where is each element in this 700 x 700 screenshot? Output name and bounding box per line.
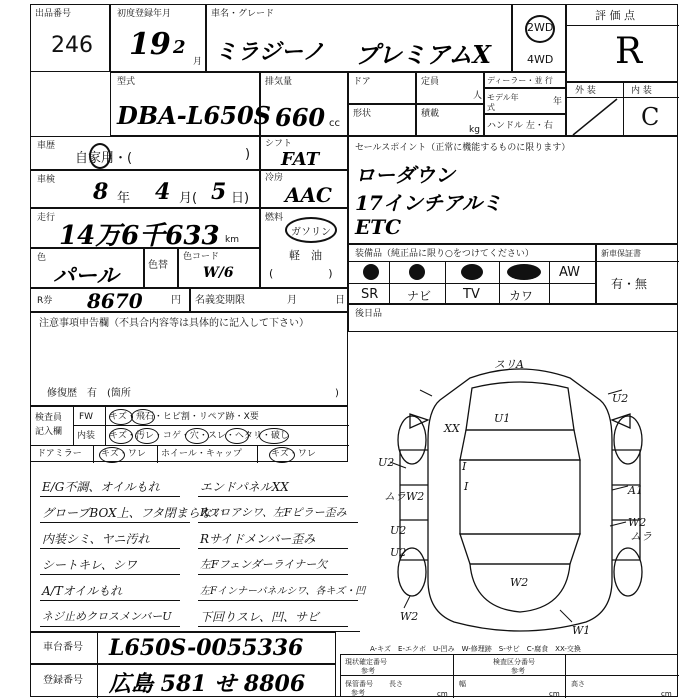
score-cell <box>566 4 678 82</box>
history-close-paren: ) <box>245 147 251 162</box>
mark-u2-top: U2 <box>612 392 629 405</box>
history-value: 自家用・( <box>75 151 133 166</box>
sales-point-3: ETC <box>355 215 402 239</box>
capacity-cell <box>416 72 484 104</box>
exterior-slash <box>567 97 623 137</box>
equip-navi: ナビ <box>407 289 432 303</box>
equip-circle-1 <box>363 264 379 280</box>
lot-number-label: 出品番号 <box>35 9 72 19</box>
chassis-label: 車台番号 <box>43 642 83 653</box>
checker-label-2: 記入欄 <box>35 427 63 437</box>
interior-label: 内 装 <box>631 86 652 96</box>
fuel-diesel: 軽 油 <box>289 249 322 262</box>
int-circle-2 <box>135 428 159 444</box>
name-change-label: 名義変期限 <box>195 295 245 306</box>
recycle-value: 8670 <box>87 289 143 313</box>
sales-point-1: ローダウン <box>355 163 455 187</box>
mark-w1: W1 <box>572 624 591 637</box>
fuel-paren: ( ) <box>269 267 333 280</box>
inspection-day-unit: 日) <box>231 191 250 206</box>
note-left-2: グローブBOX上、フタ閉まらない <box>42 506 224 520</box>
mark-i-2: I <box>464 480 469 493</box>
mark-u2-left-3: U2 <box>390 546 407 559</box>
history-cell <box>30 136 260 170</box>
registration-month-unit: 月 <box>193 57 203 67</box>
mark-u1: U1 <box>494 412 511 425</box>
inspection-day: 5 <box>211 179 227 205</box>
note-right-2: Rフロアシワ、左Fピラー歪み <box>200 506 347 519</box>
mark-mura-right: ムラ <box>630 530 652 543</box>
dm-circle <box>99 447 125 463</box>
repair-history-label: 修復歴 有 (箇所 <box>47 388 131 399</box>
history-label: 車歴 <box>37 141 56 151</box>
color-change-label: 色替 <box>148 260 168 271</box>
plate-value: 広島 581 せ 8806 <box>109 671 306 697</box>
car-grade: プレミアムX <box>355 40 491 69</box>
name-change-day: 日 <box>335 295 345 306</box>
mileage-unit: km <box>225 235 239 245</box>
score-label: 評 価 点 <box>595 9 635 22</box>
recycle-label: R券 <box>37 296 53 306</box>
equip-aw: AW <box>559 265 581 280</box>
mark-i-1: I <box>462 460 467 473</box>
plate-cell <box>30 664 336 697</box>
note-right-6: 下回りスレ、凹、サビ <box>200 610 320 624</box>
equip-circle-2 <box>409 264 425 280</box>
model-cell <box>110 72 271 136</box>
mark-a1: A1 <box>628 484 643 497</box>
dealer-label: ディーラー・並 行 <box>487 76 553 85</box>
mark-w2-bottom: W2 <box>510 576 529 589</box>
ref-sub-3: 参考 <box>351 689 365 697</box>
checker-label-1: 検査員 <box>35 413 63 423</box>
score-value: R <box>615 31 643 72</box>
lot-number: 246 <box>51 33 93 58</box>
wheel-text: キズ・ワレ <box>271 449 316 459</box>
checker-table <box>30 406 348 462</box>
ref-length-unit: cm <box>437 690 448 698</box>
shape-cell <box>348 104 416 136</box>
note-left-6: ネジ止めクロスメンバーU <box>42 610 172 623</box>
mark-xx: XX <box>444 422 460 435</box>
door-label: ドア <box>353 77 371 87</box>
int-circle-3 <box>185 428 209 444</box>
note-right-5: 左Fインナーパネルシワ、各キズ・凹 <box>200 586 366 597</box>
shape-label: 形状 <box>353 109 372 119</box>
capacity-label: 定員 <box>421 77 440 87</box>
lot-number-cell <box>30 4 110 72</box>
ref-label-1: 現状確定番号 <box>345 658 387 666</box>
color-value: パール <box>53 263 119 289</box>
history-circle <box>89 143 111 169</box>
color-cell <box>30 248 144 288</box>
note-left-3: 内装シミ、ヤニ汚れ <box>42 532 150 546</box>
load-cell <box>416 104 484 136</box>
exterior-interior-cell <box>566 82 678 136</box>
fw-label: FW <box>79 412 94 422</box>
note-left-1: E/G不調、オイルもれ <box>42 480 160 494</box>
registration-month: 2 <box>173 37 186 58</box>
new-car-warranty-label: 新車保証書 <box>601 249 641 258</box>
chassis-value: L650S-0055336 <box>109 635 304 661</box>
new-car-warranty-value: 有・無 <box>611 277 648 291</box>
shift-label: シフト <box>265 139 293 149</box>
fuel-label: 燃料 <box>265 213 284 223</box>
first-registration-label: 初度登録年月 <box>117 9 172 19</box>
recycle-cell <box>30 288 190 312</box>
mark-mura-w2-left: ムラW2 <box>384 490 425 503</box>
drive-2wd-circle <box>525 15 555 43</box>
displacement-cell <box>260 72 348 136</box>
equip-circle-4 <box>507 264 541 280</box>
color-code-cell <box>178 248 260 288</box>
displacement-label: 排気量 <box>265 77 293 87</box>
inspection-month-unit: 月( <box>179 191 198 206</box>
mark-u2-left: U2 <box>378 456 395 469</box>
ref-sub-1: 参考 <box>361 667 375 675</box>
sales-points-label: セールスポイント（正常に機能するものに限ります） <box>355 143 571 153</box>
int-circle-5 <box>259 428 289 444</box>
mileage-cell <box>30 208 260 251</box>
name-grade-cell <box>206 4 512 72</box>
new-car-warranty-cell <box>596 244 678 304</box>
color-code-value: W/6 <box>203 265 234 281</box>
ref-width: 幅 <box>459 680 466 688</box>
drive-2wd: 2WD <box>527 21 554 34</box>
fw-circle-2 <box>131 409 155 425</box>
handle-cell <box>484 114 566 136</box>
ac-label: 冷房 <box>265 173 284 183</box>
inspection-month: 4 <box>155 179 171 205</box>
fuel-gas-circle <box>285 217 337 243</box>
door-mirror-text: キズ・ワレ <box>101 449 146 459</box>
recycle-unit: 円 <box>171 295 181 306</box>
notes-cell <box>30 312 348 406</box>
displacement-value: 660 <box>275 103 326 132</box>
note-left-4: シートキレ、シワ <box>42 558 137 572</box>
wheel-circle <box>269 447 295 463</box>
footer-reference-table <box>340 654 678 697</box>
repair-history-close: ) <box>335 388 339 399</box>
equip-leather: カワ <box>509 289 534 303</box>
color-code-label: 色コード <box>183 252 220 262</box>
ac-cell <box>260 170 348 208</box>
note-right-4: 左Fフェンダーライナー欠 <box>200 558 328 571</box>
ref-width-unit: cm <box>549 690 560 698</box>
ref-sub-2: 参考 <box>511 667 525 675</box>
drive-4wd: 4WD <box>527 53 554 66</box>
handle-label: ハンドル 左・右 <box>487 121 553 131</box>
ref-label-2: 検査区分番号 <box>493 658 535 666</box>
shift-cell <box>260 136 348 170</box>
note-left-5: A/Tオイルもれ <box>42 584 123 598</box>
capacity-unit: 人 <box>473 91 483 101</box>
note-right-3: Rサイドメンバー歪み <box>200 532 316 546</box>
plate-label: 登録番号 <box>43 675 83 686</box>
model-year-unit: 年 <box>553 97 563 107</box>
mark-w2-bottom-left: W2 <box>400 610 419 623</box>
color-change-cell <box>144 248 178 288</box>
inspection-year: 8 <box>93 179 109 205</box>
exterior-label: 外 装 <box>575 86 596 96</box>
fuel-gas: ガソリン <box>291 227 331 238</box>
name-grade-label: 車名・グレード <box>211 9 275 19</box>
fuel-cell <box>260 208 348 288</box>
registration-year: 19 <box>129 27 171 62</box>
ref-length: 長さ <box>389 680 403 688</box>
equipment-label: 装備品（純正品に限り○をつけてください） <box>355 249 534 259</box>
fw-circle-1 <box>109 409 133 425</box>
fw-text: キズ・飛石・ヒビ割・リペア跡・X要 <box>109 412 259 422</box>
car-damage-diagram <box>360 350 678 640</box>
drive-cell <box>512 4 566 72</box>
damage-legend: A-キズ E-エクボ U-凹み W-修理跡 S-サビ C-腐食 XX-交換 <box>370 645 581 653</box>
car-name: ミラジーノ <box>215 39 325 65</box>
model-year-cell <box>484 88 566 114</box>
name-change-month: 月 <box>287 295 297 306</box>
mark-u2-left-2: U2 <box>390 524 407 537</box>
name-change-cell <box>190 288 348 312</box>
notes-label: 注意事項申告欄（不具合内容等は具体的に記入して下さい） <box>39 318 309 329</box>
door-mirror-label: ドアミラー <box>37 449 82 459</box>
mileage-value: 14万6千633 <box>59 221 220 251</box>
first-registration-cell <box>110 4 206 72</box>
equip-tv: TV <box>463 287 480 302</box>
later-items-label: 後日品 <box>355 309 383 319</box>
note-right-1: エンドパネルXX <box>200 480 289 494</box>
color-label: 色 <box>37 253 47 263</box>
load-label: 積載 <box>421 109 440 119</box>
load-unit: kg <box>469 125 480 135</box>
equip-sr: SR <box>361 287 379 302</box>
interior-check-text: キズ・汚レ・コゲ・穴・スレ・ヘタリ・破し <box>109 431 289 441</box>
int-circle-1 <box>109 428 133 444</box>
ref-height: 高さ <box>571 680 585 688</box>
int-circle-4 <box>225 428 249 444</box>
model-year-label: モデル年式 <box>487 93 519 112</box>
interior-score: C <box>641 103 660 131</box>
equipment-cell <box>348 244 596 304</box>
ref-label-3: 保管番号 <box>345 680 373 688</box>
sales-points-cell <box>348 136 678 244</box>
inspection-year-unit: 年 <box>117 191 131 206</box>
later-items-cell <box>348 304 678 332</box>
mileage-label: 走行 <box>37 213 56 223</box>
sales-point-2: 17インチアルミ <box>355 191 503 215</box>
mark-w2-right: W2 <box>628 516 647 529</box>
chassis-cell <box>30 632 336 664</box>
model-label: 型式 <box>117 77 136 87</box>
displacement-unit: cc <box>329 118 340 129</box>
inspection-cell <box>30 170 260 208</box>
ref-height-unit: cm <box>661 690 672 698</box>
model-value: DBA-L650S <box>117 101 271 130</box>
door-cell <box>348 72 416 104</box>
shift-value: FAT <box>281 149 320 170</box>
ac-value: AAC <box>285 183 332 207</box>
interior-check-label: 内装 <box>77 431 96 441</box>
mark-sura-a: スリA <box>494 358 524 371</box>
equip-circle-3 <box>461 264 483 280</box>
wheel-label: ホイール・キャップ <box>161 449 242 459</box>
dealer-cell <box>484 72 566 88</box>
inspection-label: 車検 <box>37 175 56 185</box>
